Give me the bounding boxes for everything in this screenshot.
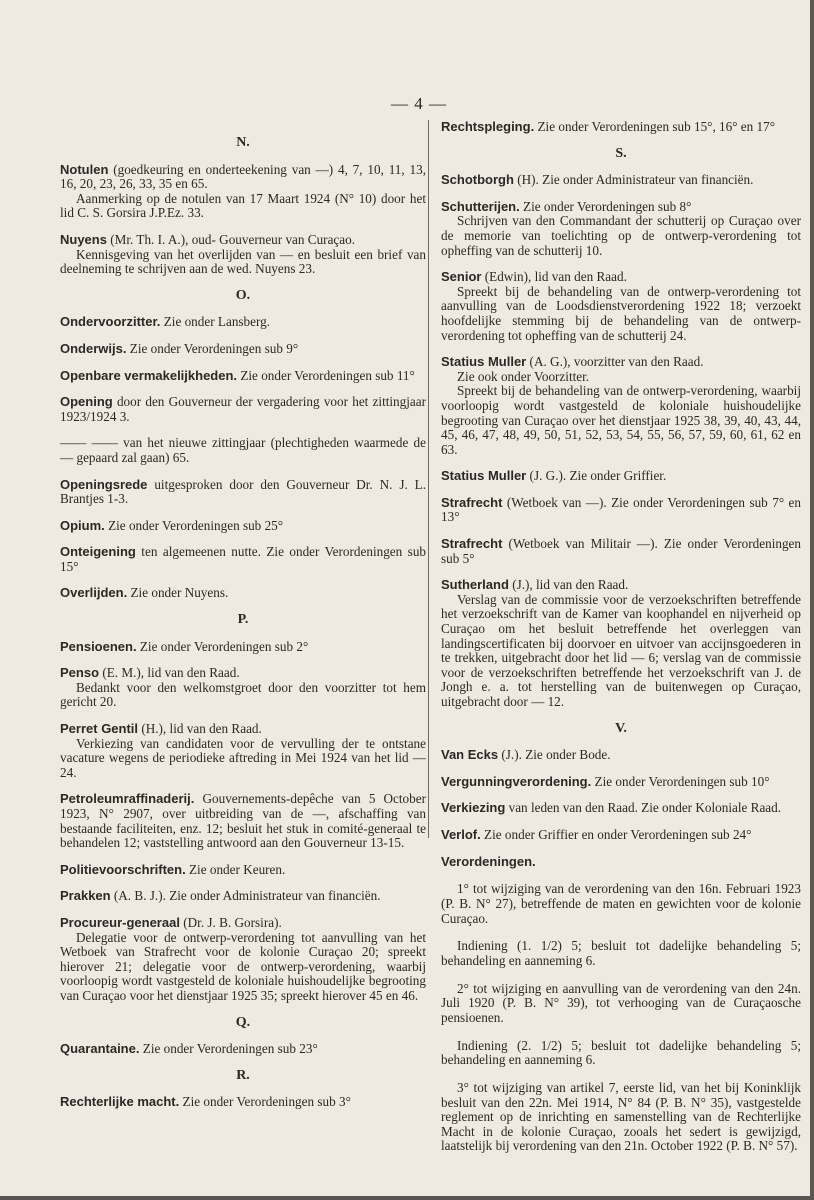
index-entry — [60, 792, 426, 850]
entry-heading: Overlijden. — [60, 585, 128, 601]
index-entry — [60, 478, 426, 507]
entry-heading: Onteigening — [60, 544, 136, 560]
sub-entry — [441, 982, 801, 1068]
entry-line: Ondervoorzitter. Zie onder Lansberg. — [60, 314, 271, 330]
entry-line: Indiening (1. 1/2) 5; besluit tot dadelijke behandeling 5; behandeling en aanneming 6. — [441, 938, 801, 968]
entry-line — [441, 855, 801, 870]
index-entry — [441, 828, 801, 843]
entry-line: Pensioenen. Zie onder Verordeningen sub 2° — [60, 638, 309, 654]
entry-heading: Verkiezing — [441, 800, 506, 816]
section-letter: S. — [615, 145, 627, 161]
index-entry — [60, 722, 426, 780]
entry-line: Delegatie voor de ontwerp-verordening tot aanvulling van het Wetboek van Strafrecht voor de kolonie Curaçao 20; spreekt hierover 21; delegatie voor de ontwerp-verordening, waarbij voorloopig wordt vastgesteld de koloniale huishoudelijke begrooting van Curaçao voor het dienstjaar 1925 35; spreekt hierover 45 en 46. — [60, 929, 426, 1003]
section-letter: V. — [615, 720, 627, 736]
entry-heading: Petroleumraffinaderij. — [60, 791, 195, 807]
index-entry — [60, 519, 426, 534]
entry-heading: Statius Muller — [441, 354, 527, 370]
entry-line: Rechtspleging. Zie onder Verordeningen sub 15°, 16° en 17° — [441, 119, 775, 134]
sub-entry — [441, 1081, 801, 1154]
entry-heading: Sutherland — [441, 577, 509, 593]
entry-line: Verslag van de commissie voor de verzoekschriften betreffende het verzoekschrift van de Kamer van koophandel en nijverheid op Curaçao om het besluit betreffende het overleggen van landingscertificaten bij doorvoer en uitvoer van accijnsgoederen in te trekken, uitgebracht door het lid — 6; verslag van de commissie voor de verzoekschriften betreffende het verzoekschrift van J. de Jongh e. a. tot herstelling van de buitenwegen op Curaçao, uitgebracht door — 12. — [441, 591, 801, 709]
entry-line: Penso (E. M.), lid van den Raad. — [60, 665, 240, 681]
index-entry — [60, 369, 426, 384]
entry-line: Perret Gentil (H.), lid van den Raad. — [60, 721, 262, 737]
entry-line: Spreekt bij de behandeling van de ontwerp-verordening tot aanvulling van de Loodsdienstverordening 1922 18; verzoekt hoofdelijke stemming bij de behandeling van de ontwerp-verordening tot opheffing van de schutterij 24. — [441, 283, 801, 343]
index-entry — [60, 1095, 426, 1110]
entry-heading: Statius Muller — [441, 468, 527, 484]
index-entry — [60, 315, 426, 330]
entry-heading: Ondervoorzitter. — [60, 314, 161, 330]
entry-line: Rechterlijke macht. Zie onder Verordeningen sub 3° — [60, 1094, 351, 1110]
entry-line: Spreekt bij de behandeling van de ontwerp-verordening, waarbij voorloopig wordt vastgesteld de koloniale huishoudelijke begrooting van Curaçao over het dienstjaar 1925 38, 39, 40, 43, 44, 45, 46, 47, 48, 49, 50, 51, 52, 53, 54, 55, 56, 57, 59, 60, 61, 62 en 63. — [441, 383, 801, 457]
index-entry — [441, 355, 801, 457]
entry-heading: Van Ecks — [441, 747, 499, 763]
entry-line: Verkiezing van leden van den Raad. Zie onder Koloniale Raad. — [441, 800, 782, 816]
entry-heading: Vergunningverordening. — [441, 773, 592, 789]
entry-heading: Procureur-generaal — [60, 914, 180, 930]
index-entry — [441, 270, 801, 343]
entry-heading: Penso — [60, 665, 100, 681]
section-letter: Q. — [235, 1014, 251, 1030]
entry-heading: Prakken — [60, 888, 111, 904]
entry-line: Verlof. Zie onder Griffier en onder Verordeningen sub 24° — [441, 826, 752, 842]
index-entry — [60, 1042, 426, 1057]
entry-line: Schotborgh (H). Zie onder Administrateur van financiën. — [441, 172, 754, 188]
entry-line: 1° tot wijziging van de verordening van den 16n. Februari 1923 (P. B. N° 27), betreffende de maten en gewichten voor de kolonie Curaçao. — [441, 881, 801, 926]
entry-line: Strafrecht (Wetboek van Militair —). Zie onder Verordeningen sub 5° — [441, 536, 801, 566]
entry-line: Aanmerking op de notulen van 17 Maart 1924 (N° 10) door het lid C. S. Gorsira J.P.Ez. 33. — [60, 190, 426, 221]
entry-line: Bedankt voor den welkomstgroet door den voorzitter tot hem gericht 20. — [60, 679, 426, 710]
entry-heading: Perret Gentil — [60, 721, 139, 737]
index-entry — [441, 200, 801, 258]
entry-line: Notulen (goedkeuring en onderteekening van —) 4, 7, 10, 11, 13, 16, 20, 23, 26, 33, 35 en 65. — [60, 161, 426, 192]
index-entry — [441, 120, 801, 135]
entry-line: Procureur-generaal (Dr. J. B. Gorsira). — [60, 914, 282, 930]
entry-line: —— —— van het nieuwe zittingjaar (plechtigheden waarmede de — gepaard zal gaan) 65. — [60, 435, 426, 465]
left-column — [60, 126, 426, 1122]
entry-heading: Rechtspleging. — [441, 119, 535, 134]
index-entry — [60, 233, 426, 277]
page-number: — 4 — — [391, 94, 447, 113]
entry-heading: Openingsrede — [60, 476, 148, 492]
index-entry — [60, 436, 426, 465]
entry-line: Zie ook onder Voorzitter. — [457, 368, 590, 384]
entry-line: 2° tot wijziging en aanvulling van de verordening van den 24n. Juli 1920 (P. B. N° 39), tot verhooging van de Curaçaosche pensioenen. — [441, 980, 801, 1025]
entry-line: Strafrecht (Wetboek van —). Zie onder Verordeningen sub 7° en 13° — [441, 494, 802, 525]
entry-line: Schrijven van den Commandant der schutterij op Curaçao over de memorie van toelichting op de ontwerp-verordening tot opheffing van de schutterij 10. — [441, 213, 801, 258]
entry-heading: Verordeningen. — [441, 853, 536, 869]
section-letter: P. — [237, 612, 249, 628]
entry-heading: Notulen — [60, 161, 109, 177]
entry-heading: Schutterijen. — [441, 198, 520, 214]
entry-heading: Pensioenen. — [60, 638, 137, 654]
entry-line: Onteigening ten algemeenen nutte. Zie onder Verordeningen sub 15° — [60, 544, 427, 574]
entry-line: Onderwijs. Zie onder Verordeningen sub 9° — [60, 340, 299, 356]
entry-line: Openingsrede uitgesproken door den Gouverneur Dr. N. J. L. Brantjes 1-3. — [60, 476, 427, 507]
entry-line: Openbare vermakelijkheden. Zie onder Verordeningen sub 11° — [60, 367, 415, 383]
entry-line: Statius Muller (J. G.). Zie onder Griffier. — [441, 468, 667, 484]
entry-heading: Opium. — [60, 517, 105, 533]
entry-heading: Rechterlijke macht. — [60, 1094, 180, 1110]
index-entry — [441, 173, 801, 188]
index-entry — [60, 163, 426, 221]
entry-line: Indiening (2. 1/2) 5; besluit tot dadelijke behandeling 5; behandeling en aanneming 6. — [441, 1037, 801, 1068]
entry-heading: Openbare vermakelijkheden. — [60, 367, 238, 383]
entry-line: Prakken (A. B. J.). Zie onder Administrateur van financiën. — [60, 888, 381, 904]
index-entry — [441, 578, 801, 709]
right-column — [441, 120, 801, 1167]
index-entry — [441, 496, 801, 525]
section-letter: R. — [236, 1067, 250, 1083]
entry-line: 3° tot wijziging van artikel 7, eerste lid, van het bij Koninklijk besluit van den 22n. Mei 1914, N° 84 (P. B. N° 35), vastgestelde reglement op de inrichting en samenstelling van de Rechterlijke Macht in de kolonie Curaçao, zooals het sedert is gewijzigd, laatstelijk bij verordening van den 21n. October 1922 (P. B. N° 57). — [441, 1080, 801, 1154]
entry-heading: Senior — [441, 269, 482, 285]
index-entry — [60, 342, 426, 357]
index-entry — [441, 775, 801, 790]
index-entry — [60, 545, 426, 574]
entry-heading: Strafrecht — [441, 494, 503, 510]
entry-line: Opium. Zie onder Verordeningen sub 25° — [60, 517, 284, 533]
entry-line: Overlijden. Zie onder Nuyens. — [60, 585, 229, 601]
entry-line: Statius Muller (A. G.), voorzitter van den Raad. — [441, 354, 704, 370]
section-letter: O. — [235, 287, 251, 303]
entry-line: Quarantaine. Zie onder Verordeningen sub 23° — [60, 1041, 318, 1057]
entry-line: Schutterijen. Zie onder Verordeningen sub 8° — [441, 198, 692, 214]
section-letter: N. — [236, 135, 250, 150]
entry-heading: Verlof. — [441, 826, 481, 842]
entry-line: Vergunningverordening. Zie onder Verordeningen sub 10° — [441, 773, 770, 789]
index-entry — [441, 801, 801, 816]
entry-heading: Nuyens — [60, 231, 107, 247]
index-entry — [60, 916, 426, 1004]
index-entry — [441, 855, 801, 870]
entry-heading: Schotborgh — [441, 172, 514, 188]
column-divider — [428, 120, 429, 838]
index-entry — [60, 889, 426, 904]
entry-line: Van Ecks (J.). Zie onder Bode. — [441, 747, 611, 763]
index-entry — [60, 395, 426, 424]
entry-line: Opening door den Gouverneur der vergadering voor het zittingjaar 1923/1924 3. — [60, 394, 427, 424]
entry-heading: Strafrecht — [441, 536, 503, 552]
index-entry — [60, 863, 426, 878]
sub-entry — [441, 882, 801, 968]
entry-line: Politievoorschriften. Zie onder Keuren. — [60, 861, 286, 877]
entry-line: Petroleumraffinaderij. Gouvernements-depêche van 5 October 1923, N° 2907, over uitbreiding van de —, afschaffing van bestaande faciliteiten, enz. 12; besluit het stuk in comité-generaal te behandelen 12; vaststelling antwoord aan den Gouverneur 13-15. — [60, 791, 426, 851]
index-entry — [60, 640, 426, 655]
entry-heading: Opening — [60, 394, 113, 410]
entry-heading: Politievoorschriften. — [60, 861, 186, 877]
entry-line: Senior (Edwin), lid van den Raad. — [441, 269, 627, 285]
entry-heading: Onderwijs. — [60, 340, 127, 356]
index-entry — [441, 469, 801, 484]
index-entry — [60, 666, 426, 710]
entry-line: Kennisgeving van het overlijden van — en besluit een brief van deelneming te schrijven aan de wed. Nuyens 23. — [60, 246, 426, 277]
index-entry — [60, 586, 426, 601]
index-entry — [441, 748, 801, 763]
entry-line: Sutherland (J.), lid van den Raad. — [441, 577, 629, 593]
entry-line: Nuyens (Mr. Th. I. A.), oud- Gouverneur van Curaçao. — [60, 231, 356, 247]
entry-heading: Quarantaine. — [60, 1041, 140, 1057]
entry-line: Verkiezing van candidaten voor de vervulling der te ontstane vacature wegens de periodieke aftreding in Mei 1924 van het lid — 24. — [60, 735, 426, 780]
index-entry — [441, 537, 801, 566]
